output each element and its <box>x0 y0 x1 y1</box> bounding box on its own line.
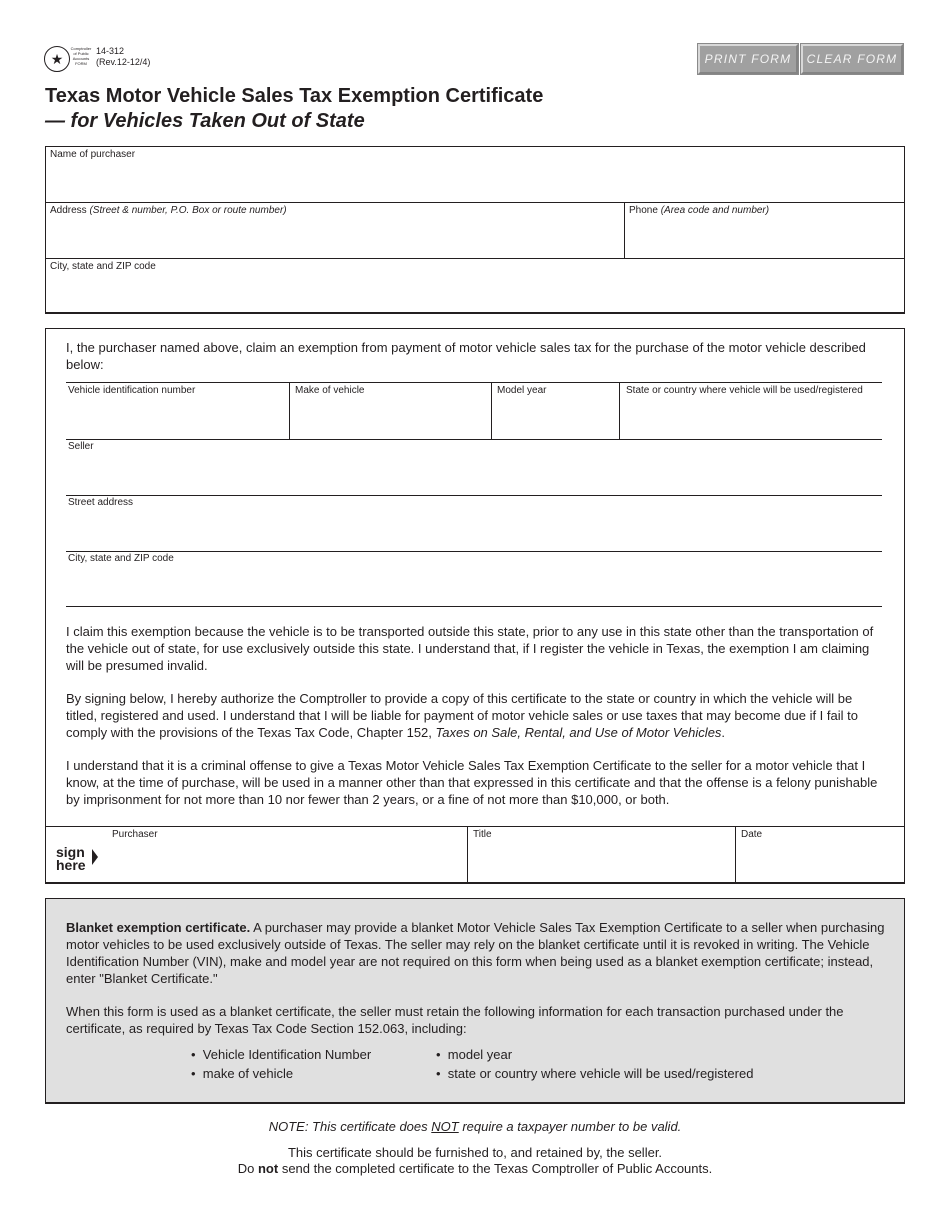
address-input[interactable] <box>50 221 624 257</box>
print-form-button[interactable]: PRINT FORM <box>698 44 798 74</box>
state-label: State or country where vehicle will be used/registered <box>626 385 863 396</box>
purchaser-signature-input[interactable] <box>106 845 466 881</box>
seller-label: Seller <box>68 441 94 452</box>
bullet-item: • Vehicle Identification Number <box>191 1047 372 1062</box>
year-label: Model year <box>497 385 547 396</box>
vin-label: Vehicle identification number <box>68 385 196 396</box>
phone-label: Phone (Area code and number) <box>629 205 770 216</box>
make-input[interactable] <box>295 401 489 437</box>
title-input[interactable] <box>473 845 737 881</box>
page-subtitle: — for Vehicles Taken Out of State <box>45 110 365 132</box>
blanket-paragraph-1: Blanket exemption certificate. A purchaser may provide a blanket Motor Vehicle Sales Tax Exemption Certificate to a seller when purchasing motor vehicles to be used exclusively outside of Texas. The seller may rely on the blanket certificate until it is revoked in writing. The Vehicle Identification Number (VIN), make and model year are not required on this form when being used as a blanket exemption certificate; instead, enter "Blanket Certificate." <box>66 920 885 986</box>
bullet-item: • make of vehicle <box>191 1066 294 1081</box>
title-label: Title <box>473 829 492 840</box>
form-revision: (Rev.12-12/4) <box>96 57 151 67</box>
sign-here-arrow-icon <box>92 849 98 865</box>
page-title: Texas Motor Vehicle Sales Tax Exemption Certificate <box>45 85 544 107</box>
claim-paragraph-2: By signing below, I hereby authorize the Comptroller to provide a copy of this certificate to the state or country in which the vehicle will be titled, registered and used. I understand that I will be liable for payment of motor vehicle sales or use taxes that may become due if I fail to comply with the provisions of the Texas Tax Code, Chapter 152, Taxes on Sale, Rental, and Use of Motor Vehicles. <box>66 691 858 740</box>
blanket-paragraph-2: When this form is used as a blanket certificate, the seller must retain the following information for each transaction purchased under the certificate, as required by Texas Tax Code Section 152.063, including: <box>66 1004 844 1036</box>
seller-street-input[interactable] <box>68 513 882 549</box>
purchaser-sign-label: Purchaser <box>112 829 158 840</box>
bullet-item: • model year <box>436 1047 513 1062</box>
form-number-value: 14-312 <box>96 46 125 56</box>
model-year-input[interactable] <box>497 401 619 437</box>
seller-city-label: City, state and ZIP code <box>68 553 174 564</box>
city-label: City, state and ZIP code <box>50 261 156 272</box>
claim-intro: I, the purchaser named above, claim an exemption from payment of motor vehicle sales tax for the purchase of the motor vehicle described below: <box>66 340 866 372</box>
seller-city-input[interactable] <box>68 569 882 605</box>
blanket-section <box>45 898 905 1104</box>
purchaser-city-input[interactable] <box>50 277 904 311</box>
date-label: Date <box>741 829 763 840</box>
form-number <box>96 46 150 68</box>
name-label: Name of purchaser <box>50 149 136 160</box>
sign-here-label: sign here <box>56 844 86 873</box>
footer-note: NOTE: This certificate does NOT require a taxpayer number to be valid. <box>268 1119 682 1134</box>
footer-line-2: Do not send the completed certificate to the Texas Comptroller of Public Accounts. <box>237 1161 713 1176</box>
address-label: Address (Street & number, P.O. Box or route number) <box>50 205 287 216</box>
claim-section <box>45 328 905 884</box>
claim-paragraph-3: I understand that it is a criminal offense to give a Texas Motor Vehicle Sales Tax Exemption Certificate to the seller for a motor vehicle that I know, at the time of purchase, will be used in a manner other than that expressed in this certificate and that the offense is a felony punishable by imprisonment for not more than 10 nor fewer than 2 years, or a fine of not more than $10,000, or both. <box>66 758 878 807</box>
logo-text: Comptroller of Public Accounts FORM <box>70 46 92 66</box>
clear-form-button[interactable]: CLEAR FORM <box>801 44 903 74</box>
street-label: Street address <box>68 497 134 508</box>
form-actions <box>698 44 903 74</box>
vin-input[interactable] <box>68 401 288 437</box>
purchaser-section <box>45 146 905 314</box>
comptroller-seal-icon: ★ <box>44 46 70 72</box>
state-country-input[interactable] <box>626 401 884 437</box>
seller-input[interactable] <box>68 457 882 493</box>
make-label: Make of vehicle <box>295 385 365 396</box>
bullet-item: • state or country where vehicle will be used/registered <box>436 1066 754 1081</box>
date-input[interactable] <box>741 845 903 881</box>
phone-input[interactable] <box>629 221 903 257</box>
footer-line-1: This certificate should be furnished to, and retained by, the seller. <box>287 1145 663 1160</box>
claim-paragraph-1: I claim this exemption because the vehicle is to be transported outside this state, prior to any use in this state other than the transportation of the vehicle out of state, for use exclusively outside this state. I understand that, if I register the vehicle in Texas, the exemption I am claiming will be presumed invalid. <box>66 624 874 673</box>
name-of-purchaser-input[interactable] <box>50 165 904 201</box>
